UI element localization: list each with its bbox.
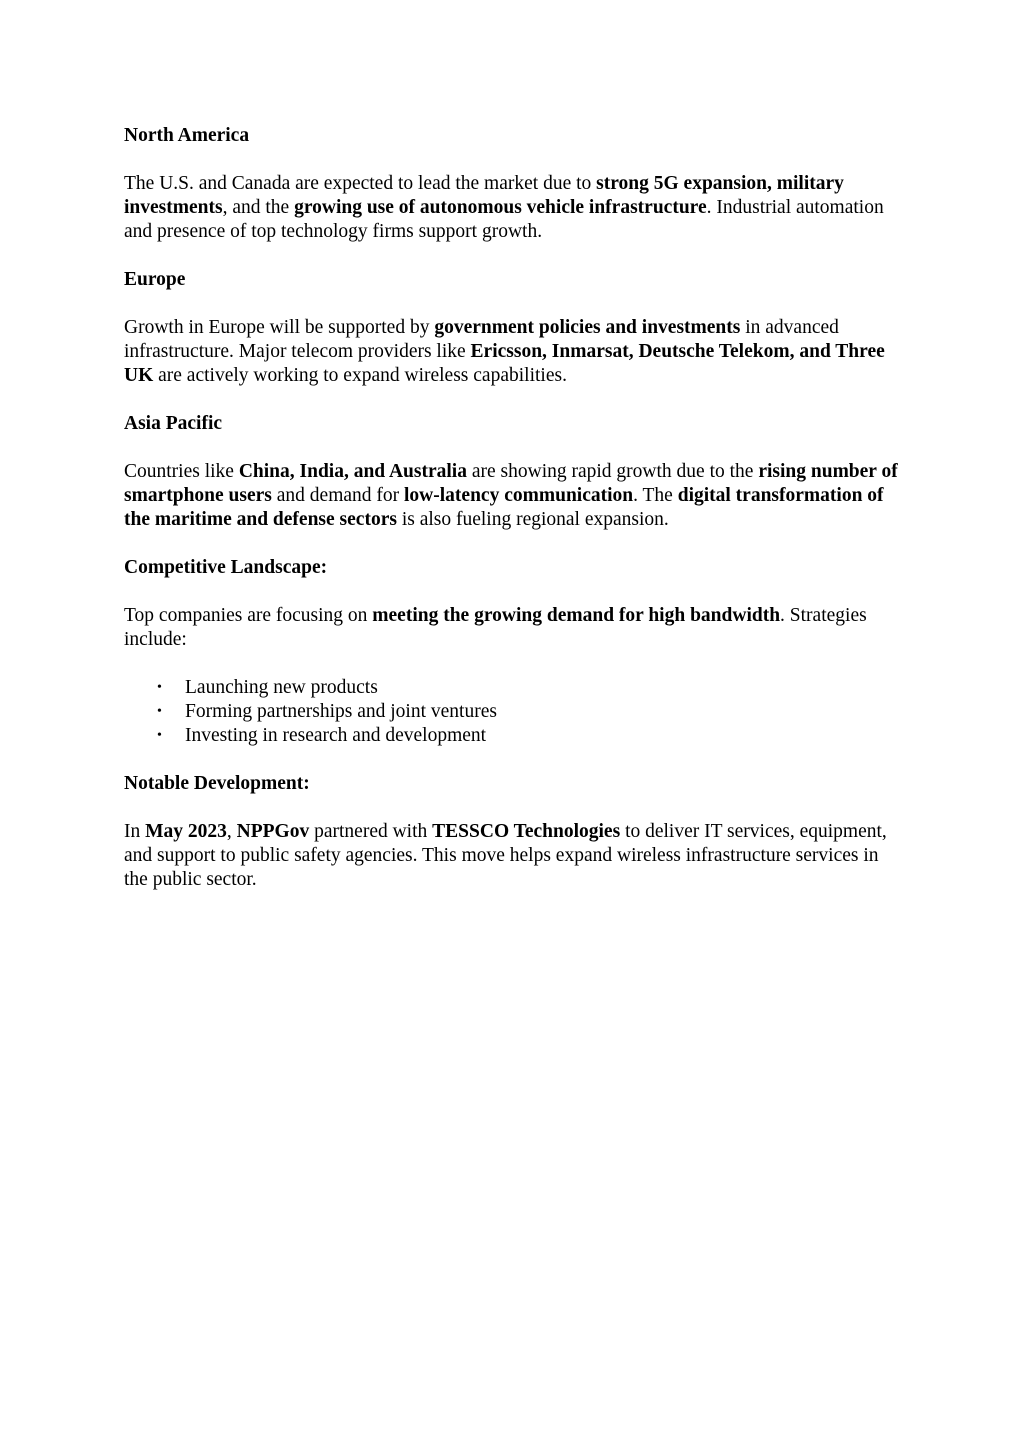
text-run: Countries like (124, 461, 239, 482)
text-run: , and the (222, 197, 295, 218)
section-heading: Competitive Landscape: (124, 557, 328, 578)
bold-text-run: digital transformation of the maritime and defense sectors (124, 485, 884, 530)
bullet-icon: • (157, 728, 162, 743)
text-run: . The (633, 485, 678, 506)
section-heading: North America (124, 125, 250, 146)
section-paragraph (124, 820, 899, 892)
section-heading: Asia Pacific (124, 413, 223, 434)
section-competitive-landscape (124, 556, 899, 748)
bullet-icon: • (157, 704, 162, 719)
section-paragraph (124, 604, 899, 652)
document-page (124, 124, 899, 916)
bold-text-run: low-latency communication (404, 485, 634, 506)
section-asia-pacific (124, 412, 899, 532)
section-paragraph (124, 172, 899, 244)
bold-text-run: TESSCO Technologies (432, 821, 621, 842)
text-run: in advanced infrastructure. Major telecom providers like (124, 317, 839, 362)
text-run: and demand for (271, 485, 405, 506)
text-run: partnered with (309, 821, 433, 842)
section-paragraph (124, 316, 899, 388)
bold-text-run: China, India, and Australia (238, 461, 467, 482)
section-heading: Notable Development: (124, 773, 310, 794)
list-item (157, 700, 899, 724)
bold-text-run: strong 5G expansion, military investments (124, 173, 844, 218)
text-run: to deliver IT services, equipment, and support to public safety agencies. This move helps expand wireless infrastructure services in the public sector. (124, 821, 887, 890)
text-run: Top companies are focusing on (124, 605, 373, 626)
text-run: The U.S. and Canada are expected to lead the market due to (124, 173, 597, 194)
text-run: In (124, 821, 146, 842)
bold-text-run: meeting the growing demand for high bandwidth (372, 605, 781, 626)
list-item-text: Forming partnerships and joint ventures (185, 701, 497, 722)
list-item-text: Launching new products (185, 677, 378, 698)
text-run: are showing rapid growth due to the (466, 461, 759, 482)
bold-text-run: NPPGov (236, 821, 310, 842)
bold-text-run: growing use of autonomous vehicle infrastructure (294, 197, 707, 218)
list-item (157, 724, 899, 748)
bullet-icon: • (157, 680, 162, 695)
bold-text-run: Ericsson, Inmarsat, Deutsche Telekom, and Three UK (124, 341, 885, 386)
section-europe (124, 268, 899, 388)
text-run: . Industrial automation and presence of top technology firms support growth. (124, 197, 884, 242)
bold-text-run: May 2023 (145, 821, 227, 842)
section-notable-development (124, 772, 899, 892)
bold-text-run: government policies and investments (434, 317, 741, 338)
section-heading: Europe (124, 269, 186, 290)
strategies-list (124, 676, 899, 748)
text-run: is also fueling regional expansion. (396, 509, 669, 530)
section-north-america (124, 124, 899, 244)
list-item-text: Investing in research and development (185, 725, 487, 746)
bold-text-run: rising number of smartphone users (124, 461, 898, 506)
section-paragraph (124, 460, 899, 532)
text-run: , (226, 821, 237, 842)
text-run: Growth in Europe will be supported by (124, 317, 435, 338)
text-run: are actively working to expand wireless capabilities. (153, 365, 567, 386)
text-run: . Strategies include: (124, 605, 867, 650)
list-item (157, 676, 899, 700)
